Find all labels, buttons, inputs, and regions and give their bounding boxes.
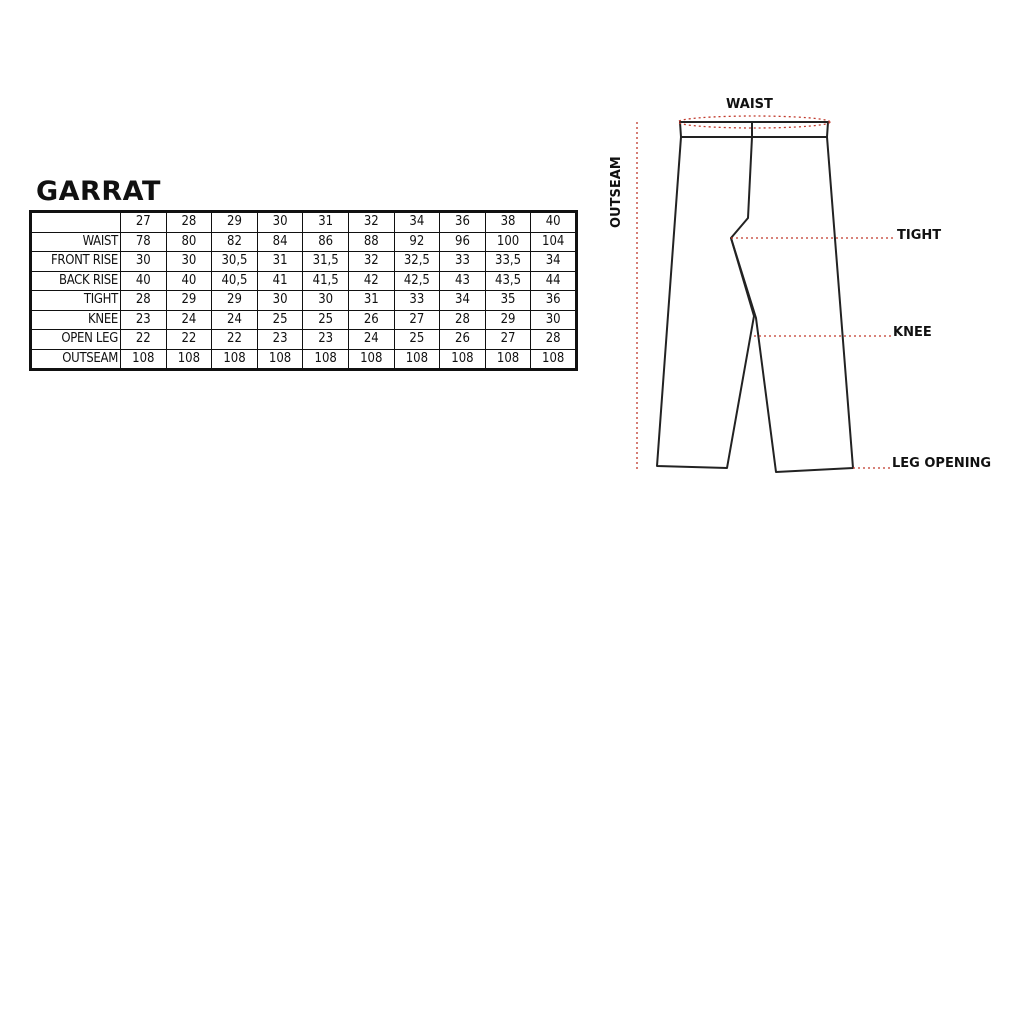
table-cell: 23 [121, 310, 167, 330]
table-cell: 28 [531, 330, 577, 350]
table-cell: 23 [257, 330, 303, 350]
table-cell: 24 [166, 310, 212, 330]
table-cell: 84 [257, 232, 303, 252]
table-cell: 42 [348, 271, 394, 291]
size-header-cell: 38 [485, 212, 531, 233]
table-cell: 33 [440, 252, 486, 272]
table-cell: 22 [121, 330, 167, 350]
table-cell: 24 [212, 310, 258, 330]
table-cell: 30 [121, 252, 167, 272]
table-cell: 104 [531, 232, 577, 252]
table-cell: 26 [440, 330, 486, 350]
table-cell: 108 [531, 349, 577, 370]
table-cell: 43 [440, 271, 486, 291]
size-header-cell: 27 [121, 212, 167, 233]
table-row-back-rise [31, 271, 577, 291]
table-cell: 108 [440, 349, 486, 370]
table-cell: 22 [212, 330, 258, 350]
tight-label: TIGHT [897, 228, 942, 243]
table-cell: 108 [303, 349, 349, 370]
table-cell: 82 [212, 232, 258, 252]
table-cell: 44 [531, 271, 577, 291]
table-cell: 26 [348, 310, 394, 330]
table-cell: 41,5 [303, 271, 349, 291]
table-cell: 25 [394, 330, 440, 350]
row-label: TIGHT [31, 291, 121, 311]
table-cell: 32 [348, 252, 394, 272]
table-cell: 30 [257, 291, 303, 311]
table-cell: 86 [303, 232, 349, 252]
table-cell: 108 [394, 349, 440, 370]
size-chart-table [29, 210, 578, 371]
table-cell: 40 [166, 271, 212, 291]
size-header-cell: 31 [303, 212, 349, 233]
size-header-cell: 30 [257, 212, 303, 233]
table-cell: 34 [440, 291, 486, 311]
table-cell: 41 [257, 271, 303, 291]
left-leg-shape [657, 137, 754, 468]
table-cell: 27 [485, 330, 531, 350]
table-cell: 32,5 [394, 252, 440, 272]
row-label: OPEN LEG [31, 330, 121, 350]
size-header-cell: 32 [348, 212, 394, 233]
table-cell: 30 [303, 291, 349, 311]
table-cell: 33,5 [485, 252, 531, 272]
row-label: FRONT RISE [31, 252, 121, 272]
table-cell: 27 [394, 310, 440, 330]
table-row-front-rise [31, 252, 577, 272]
brand-title: GARRAT [36, 176, 161, 207]
table-cell: 23 [303, 330, 349, 350]
size-header-cell: 36 [440, 212, 486, 233]
table-cell: 35 [485, 291, 531, 311]
table-row-knee [31, 310, 577, 330]
table-cell: 28 [440, 310, 486, 330]
leg-opening-label: LEG OPENING [892, 456, 992, 471]
row-label: OUTSEAM [31, 349, 121, 370]
table-cell: 25 [303, 310, 349, 330]
row-label: WAIST [31, 232, 121, 252]
table-cell: 42,5 [394, 271, 440, 291]
table-cell: 28 [121, 291, 167, 311]
table-cell: 34 [531, 252, 577, 272]
table-cell: 25 [257, 310, 303, 330]
pants-outline [657, 122, 853, 472]
table-cell: 29 [485, 310, 531, 330]
table-cell: 29 [166, 291, 212, 311]
knee-label: KNEE [893, 325, 932, 340]
table-cell: 31 [257, 252, 303, 272]
table-row-open-leg [31, 330, 577, 350]
table-cell: 40,5 [212, 271, 258, 291]
table-cell: 108 [121, 349, 167, 370]
table-row-tight [31, 291, 577, 311]
row-label: BACK RISE [31, 271, 121, 291]
size-header-cell: 34 [394, 212, 440, 233]
table-cell: 24 [348, 330, 394, 350]
table-cell: 108 [212, 349, 258, 370]
table-cell: 80 [166, 232, 212, 252]
corner-cell [31, 212, 121, 233]
table-cell: 108 [485, 349, 531, 370]
size-header-row [31, 212, 577, 233]
table-cell: 31,5 [303, 252, 349, 272]
waist-label: WAIST [726, 97, 773, 112]
table-cell: 43,5 [485, 271, 531, 291]
table-cell: 108 [257, 349, 303, 370]
waistband-shape [680, 122, 828, 137]
outseam-label: OUTSEAM [609, 156, 624, 228]
table-cell: 30,5 [212, 252, 258, 272]
table-cell: 96 [440, 232, 486, 252]
size-header-cell: 28 [166, 212, 212, 233]
table-row-outseam [31, 349, 577, 370]
table-cell: 108 [348, 349, 394, 370]
table-cell: 30 [531, 310, 577, 330]
table-cell: 78 [121, 232, 167, 252]
table-cell: 22 [166, 330, 212, 350]
table-cell: 31 [348, 291, 394, 311]
size-header-cell: 29 [212, 212, 258, 233]
row-label: KNEE [31, 310, 121, 330]
table-cell: 92 [394, 232, 440, 252]
table-cell: 88 [348, 232, 394, 252]
size-header-cell: 40 [531, 212, 577, 233]
table-cell: 33 [394, 291, 440, 311]
table-cell: 40 [121, 271, 167, 291]
table-cell: 30 [166, 252, 212, 272]
table-row-waist [31, 232, 577, 252]
table-cell: 29 [212, 291, 258, 311]
table-cell: 100 [485, 232, 531, 252]
pants-measurement-diagram [600, 90, 1010, 490]
table-cell: 36 [531, 291, 577, 311]
table-cell: 108 [166, 349, 212, 370]
